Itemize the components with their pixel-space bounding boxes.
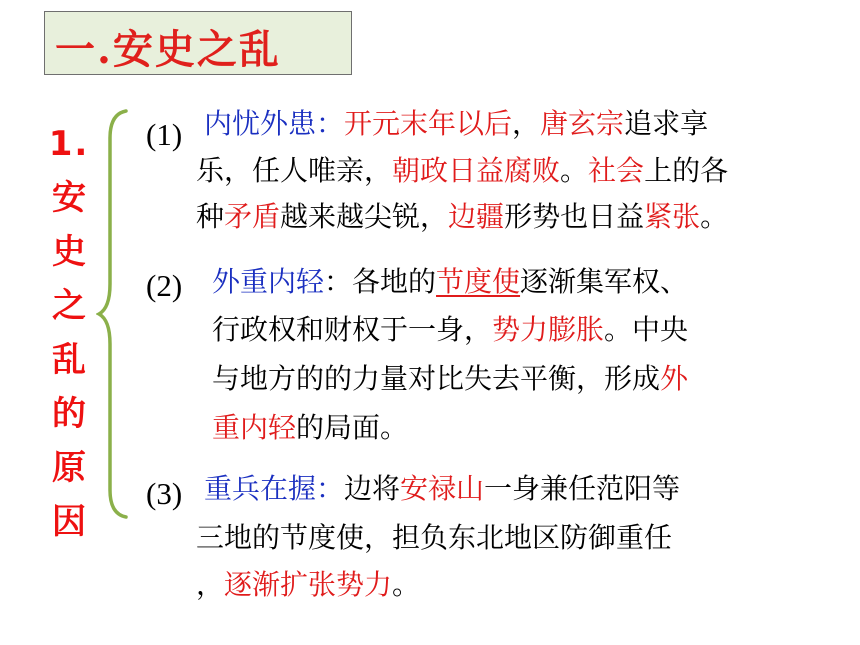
reason-2-marker: (2) <box>146 268 183 303</box>
text-segment: 乐，任人唯亲， <box>196 154 393 187</box>
text-segment: 。中央 <box>604 313 689 346</box>
highlighted-text: 紧张 <box>644 200 701 233</box>
highlighted-text: 矛盾 <box>224 200 281 233</box>
reason-1-heading: 内忧外患： <box>204 107 345 140</box>
text-segment: 追求享 <box>624 107 709 140</box>
text-segment: 边将 <box>344 472 401 505</box>
reason-2-line-4 <box>212 410 408 446</box>
title-box <box>44 11 352 75</box>
highlighted-text: 逐渐扩张势力 <box>224 568 393 601</box>
text-segment: 种 <box>196 200 225 233</box>
reason-3-heading: 重兵在握： <box>204 472 345 505</box>
text-segment: 的局面。 <box>296 411 409 444</box>
reason-2-line-3 <box>212 361 688 397</box>
highlighted-text: 重内轻 <box>212 411 297 444</box>
highlighted-text: 外 <box>660 362 689 395</box>
reason-1-marker: (1) <box>146 117 183 152</box>
text-segment: 形势也日益 <box>504 200 645 233</box>
reason-2-heading: 外重内轻 <box>212 265 325 298</box>
side-heading-char: 1. <box>48 124 90 164</box>
page-title: 一.安史之乱 <box>55 26 281 73</box>
reason-3-marker: (3) <box>146 476 183 511</box>
side-heading-char: 史 <box>52 232 86 272</box>
highlighted-text: 安禄山 <box>400 472 485 505</box>
text-segment: ， <box>196 568 225 601</box>
left-brace-icon <box>96 108 136 520</box>
reason-3-line-2 <box>196 520 672 556</box>
text-segment: 。 <box>700 200 729 233</box>
highlighted-text: 唐玄宗 <box>540 107 625 140</box>
reason-2-line-1 <box>212 264 688 300</box>
highlighted-text: 节度使 <box>436 265 521 298</box>
side-heading-char: 因 <box>52 502 86 542</box>
side-heading <box>48 117 90 549</box>
highlighted-text: 社会 <box>588 154 645 187</box>
text-segment: 越来越尖锐， <box>280 200 449 233</box>
side-heading-char: 原 <box>52 448 86 488</box>
text-segment: 行政权和财权于一身， <box>212 313 493 346</box>
reason-1-line-1 <box>204 106 708 142</box>
text-segment: 逐渐集军权、 <box>520 265 689 298</box>
highlighted-text: 开元末年以后 <box>344 107 513 140</box>
text-segment: 上的各 <box>644 154 729 187</box>
side-heading-char: 之 <box>52 286 86 326</box>
highlighted-text: 势力膨胀 <box>492 313 605 346</box>
text-segment: ， <box>512 107 541 140</box>
text-segment: 一身兼任范阳等 <box>484 472 681 505</box>
text-segment: 与地方的的力量对比失去平衡，形成 <box>212 362 661 395</box>
reason-3-line-1 <box>204 471 680 507</box>
highlighted-text: 边疆 <box>448 200 505 233</box>
reason-1-line-3 <box>196 199 728 235</box>
text-segment: 。 <box>560 154 589 187</box>
reason-2-line-2 <box>212 312 688 348</box>
reason-1-line-2 <box>196 153 728 189</box>
reason-3-line-3 <box>196 567 420 603</box>
text-segment: 。 <box>392 568 421 601</box>
side-heading-char: 乱 <box>52 340 86 380</box>
side-heading-char: 安 <box>52 178 86 218</box>
text-segment: ：各地的 <box>324 265 437 298</box>
highlighted-text: 朝政日益腐败 <box>392 154 561 187</box>
side-heading-char: 的 <box>52 394 86 434</box>
text-segment: 三地的节度使，担负东北地区防御重任 <box>196 521 673 554</box>
